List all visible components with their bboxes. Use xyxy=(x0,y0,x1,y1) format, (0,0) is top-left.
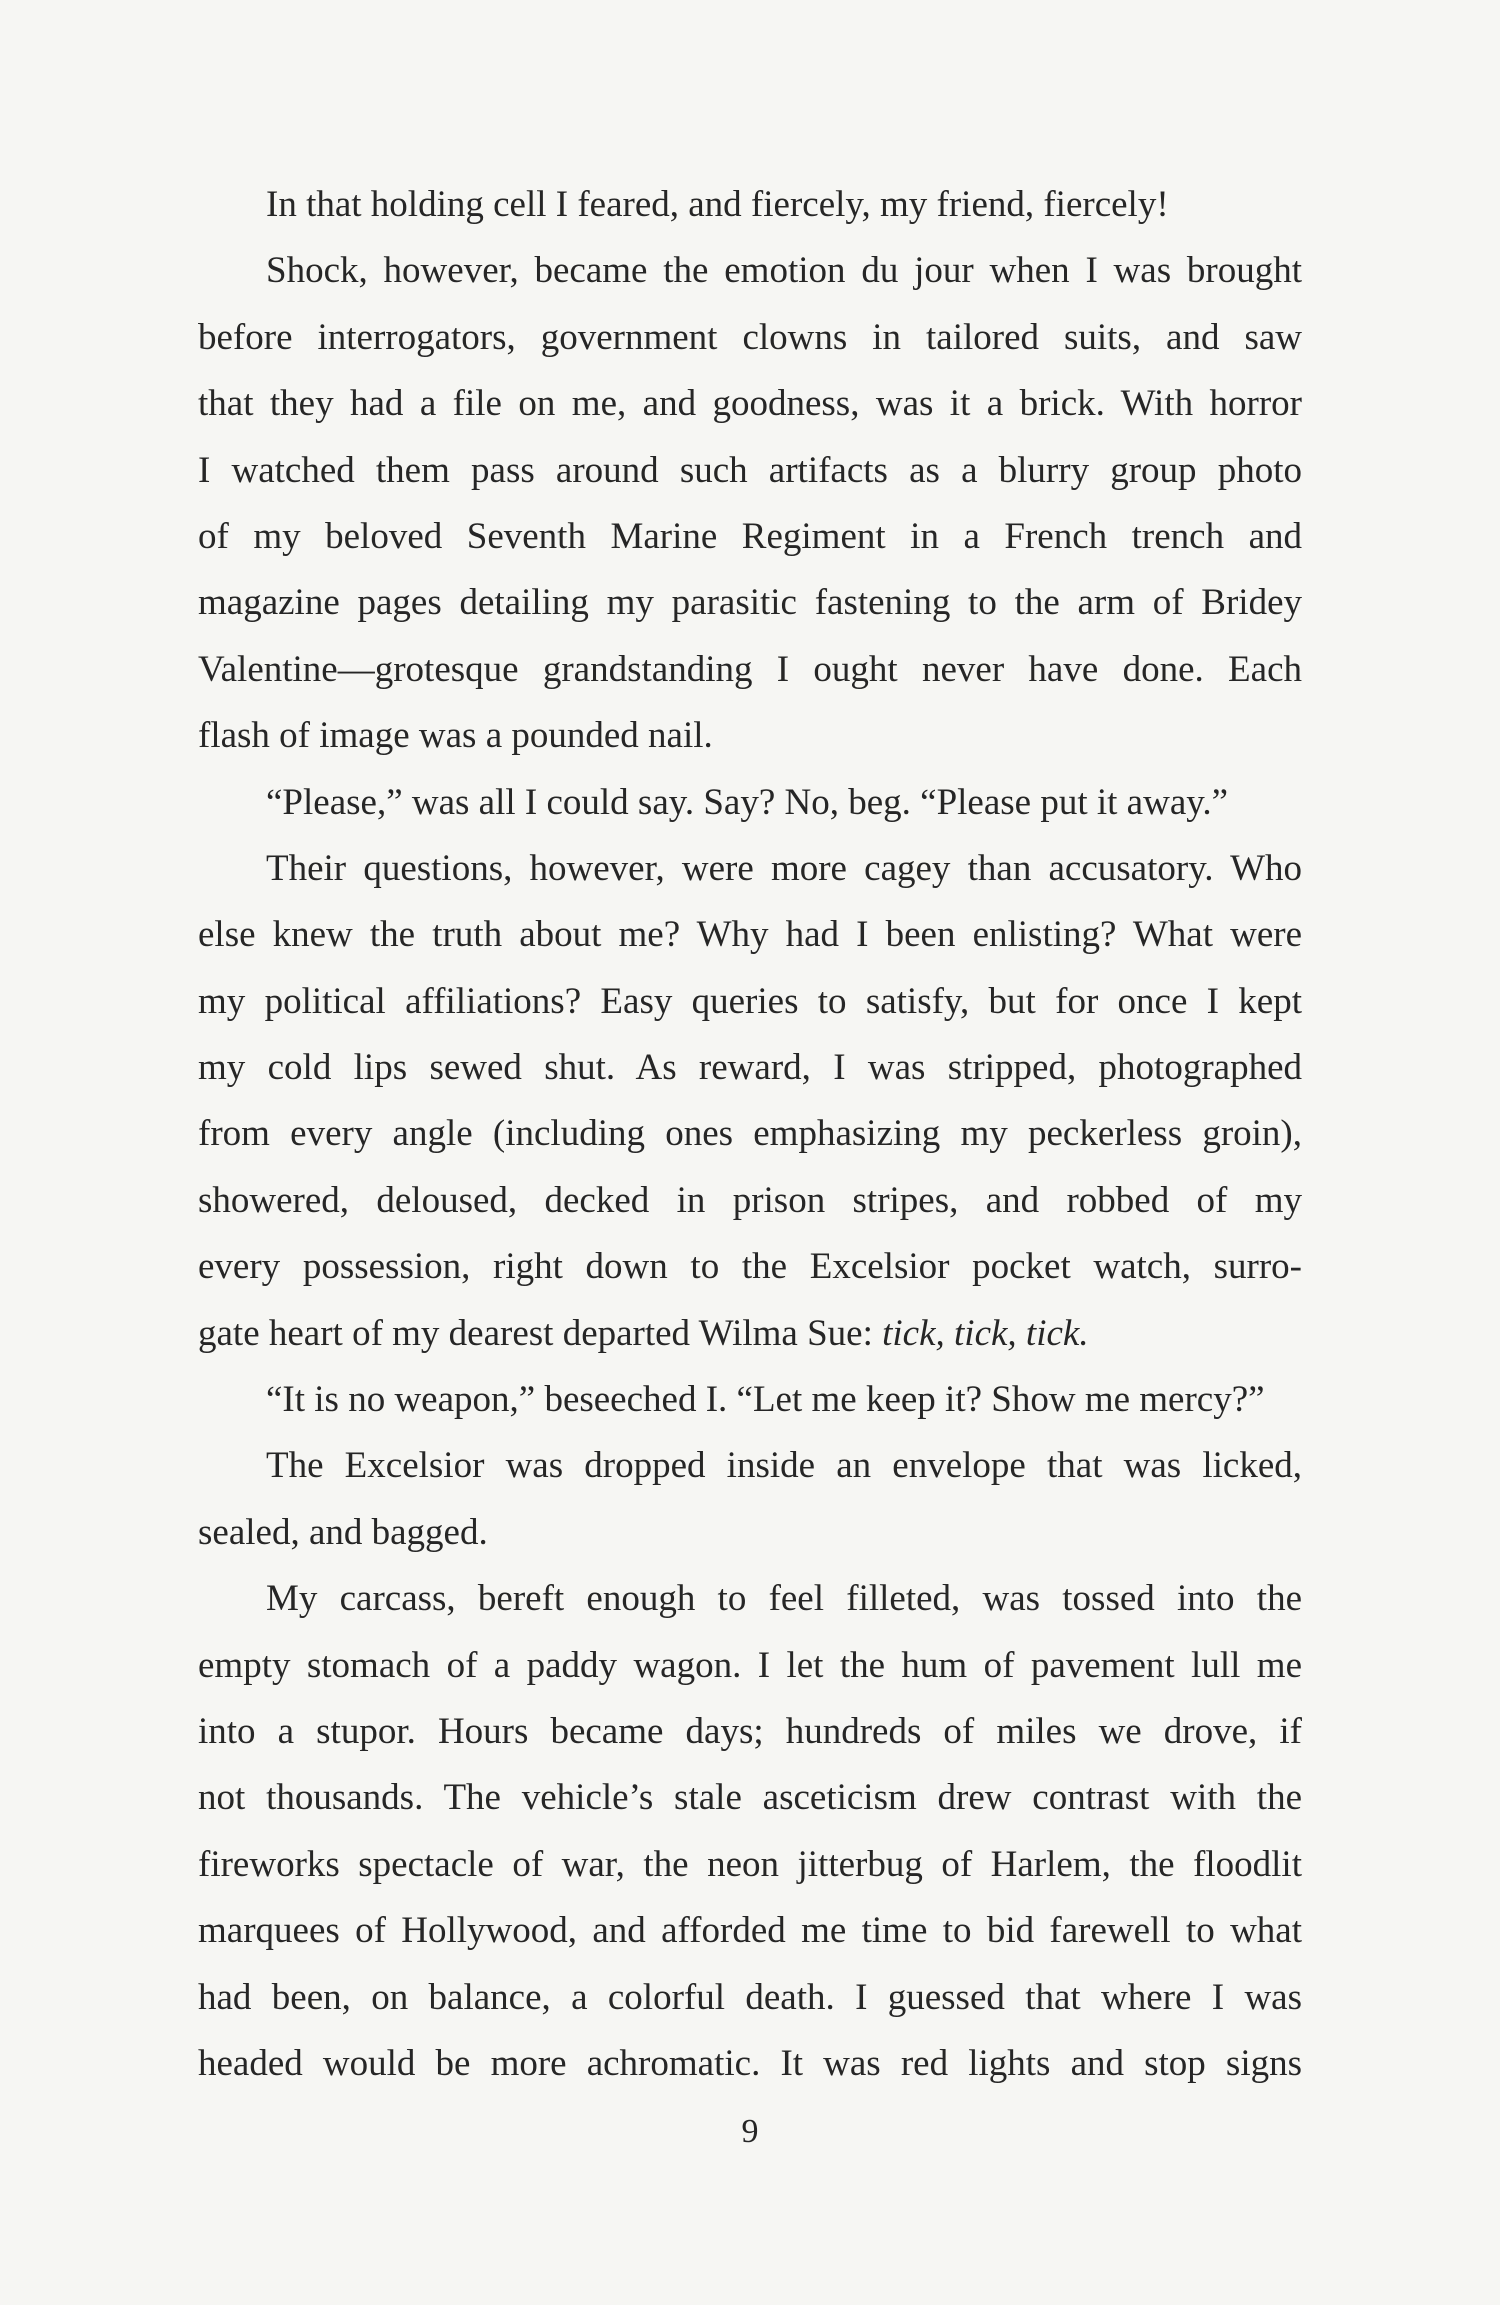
text-line xyxy=(198,438,1302,504)
text-line xyxy=(198,1500,1302,1566)
text-line-content: into a stupor. Hours became days; hundreds of miles we drove, if xyxy=(198,1710,1302,1752)
text-line-content: my political affiliations? Easy queries to satisfy, but for once I kept xyxy=(198,980,1302,1022)
text-line xyxy=(198,1035,1302,1101)
text-line xyxy=(198,770,1302,836)
text-line-content: else knew the truth about me? Why had I been enlisting? What were xyxy=(198,914,1302,956)
page-number: 9 xyxy=(741,2113,759,2150)
text-line xyxy=(198,836,1302,902)
text-line-content: Shock, however, became the emotion du jour when I was brought xyxy=(266,250,1302,292)
text-line xyxy=(198,570,1302,636)
text-line-content: of my beloved Seventh Marine Regiment in a French trench and xyxy=(198,515,1302,557)
text-line xyxy=(198,1433,1302,1499)
text-line-content: Valentine—grotesque grandstanding I ought never have done. Each xyxy=(198,648,1302,690)
text-line-content: headed would be more achromatic. It was red lights and stop signs xyxy=(198,2042,1302,2084)
text-line-content: My carcass, bereft enough to feel filleted, was tossed into the xyxy=(266,1578,1302,1620)
text-line-content: flash of image was a pounded nail. xyxy=(198,715,713,757)
text-line xyxy=(198,1832,1302,1898)
text-line xyxy=(198,305,1302,371)
text-line-content: gate heart of my dearest departed Wilma Sue: xyxy=(198,1312,883,1354)
text-line-content: sealed, and bagged. xyxy=(198,1511,488,1553)
text-line xyxy=(198,1566,1302,1632)
text-line-content: Their questions, however, were more cagey than accusatory. Who xyxy=(266,847,1302,889)
text-line xyxy=(198,1898,1302,1964)
text-line xyxy=(198,1367,1302,1433)
italic-text: tick, tick, tick. xyxy=(882,1312,1089,1354)
text-line xyxy=(198,969,1302,1035)
text-line-content: “Please,” was all I could say. Say? No, beg. “Please put it away.” xyxy=(266,781,1229,823)
text-line-content: not thousands. The vehicle’s stale asceticism drew contrast with the xyxy=(198,1777,1302,1819)
text-line-content: from every angle (including ones emphasizing my peckerless groin), xyxy=(198,1113,1302,1155)
text-line xyxy=(198,1301,1302,1367)
text-line xyxy=(198,504,1302,570)
text-line-content: I watched them pass around such artifacts as a blurry group photo xyxy=(198,449,1302,491)
text-line-content: “It is no weapon,” beseeched I. “Let me keep it? Show me mercy?” xyxy=(266,1379,1265,1421)
text-line-content: had been, on balance, a colorful death. I guessed that where I was xyxy=(198,1976,1302,2018)
text-line xyxy=(198,1168,1302,1234)
text-line-content: The Excelsior was dropped inside an envelope that was licked, xyxy=(266,1445,1302,1487)
body-text xyxy=(198,172,1302,2097)
text-line xyxy=(198,637,1302,703)
text-line xyxy=(198,1965,1302,2031)
text-line xyxy=(198,1765,1302,1831)
text-line xyxy=(198,172,1302,238)
text-line-content: In that holding cell I feared, and fiercely, my friend, fiercely! xyxy=(266,184,1169,225)
text-line xyxy=(198,1633,1302,1699)
text-line xyxy=(198,902,1302,968)
text-line xyxy=(198,703,1302,769)
text-line xyxy=(198,371,1302,437)
text-line xyxy=(198,1101,1302,1167)
text-line xyxy=(198,2031,1302,2097)
text-line-content: empty stomach of a paddy wagon. I let the hum of pavement lull me xyxy=(198,1644,1302,1686)
text-line-content: magazine pages detailing my parasitic fastening to the arm of Bridey xyxy=(198,582,1302,624)
text-line xyxy=(198,1234,1302,1300)
text-line-content: fireworks spectacle of war, the neon jitterbug of Harlem, the floodlit xyxy=(198,1843,1302,1885)
text-line-content: every possession, right down to the Excelsior pocket watch, surro- xyxy=(198,1246,1302,1288)
text-line-content: showered, deloused, decked in prison stripes, and robbed of my xyxy=(198,1179,1302,1221)
text-line xyxy=(198,1699,1302,1765)
text-line-content: marquees of Hollywood, and afforded me time to bid farewell to what xyxy=(198,1910,1302,1952)
text-line xyxy=(198,238,1302,304)
text-line-content: my cold lips sewed shut. As reward, I was stripped, photographed xyxy=(198,1047,1302,1089)
text-line-content: before interrogators, government clowns in tailored suits, and saw xyxy=(198,316,1302,358)
text-line-content: that they had a file on me, and goodness, was it a brick. With horror xyxy=(198,383,1302,425)
